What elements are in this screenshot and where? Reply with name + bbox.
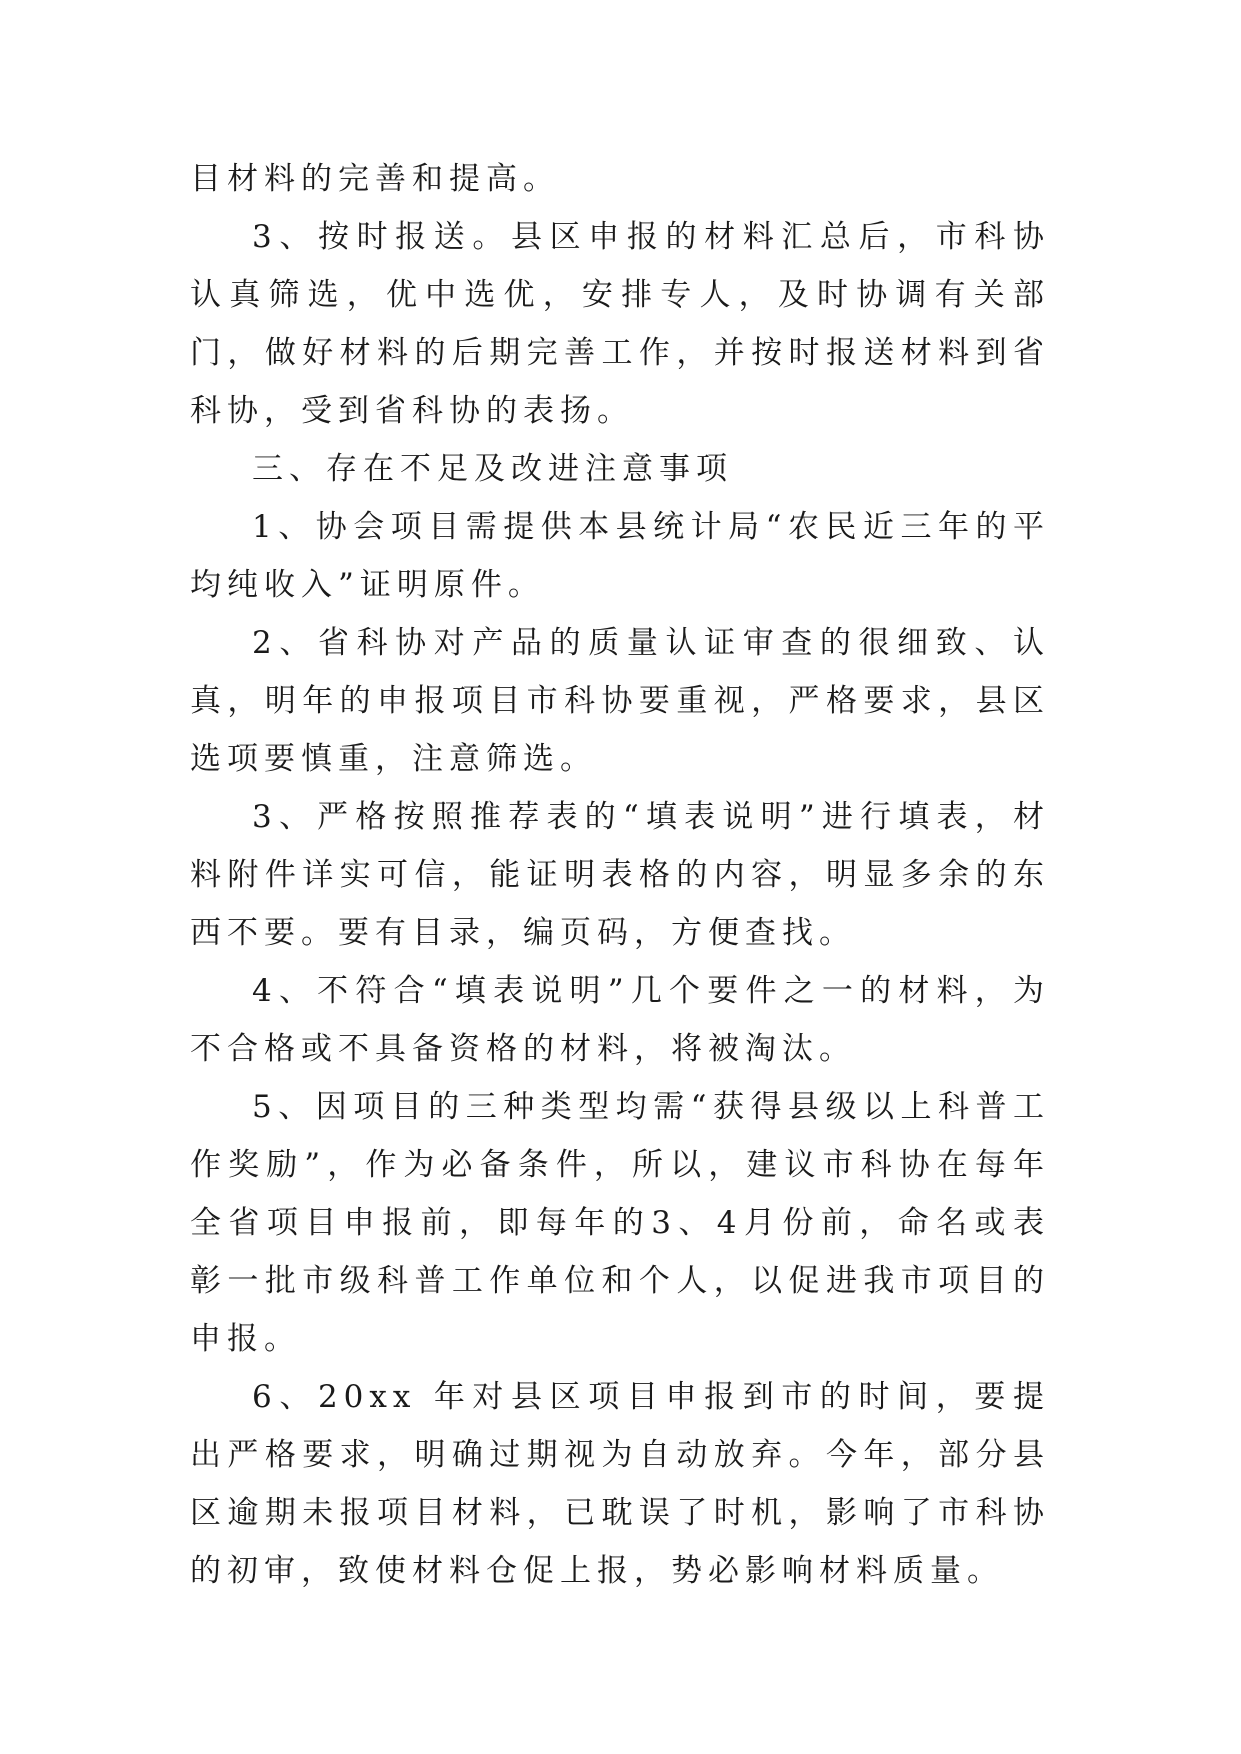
paragraph-item-3-timely-submission: 3、按时报送。县区申报的材料汇总后，市科协认真筛选，优中选优，安排专人，及时协调有关部门，做好材料的后期完善工作，并按时报送材料到省科协，受到省科协的表扬。 bbox=[190, 219, 1050, 429]
paragraph-issue-5: 5、因项目的三种类型均需“获得县级以上科普工作奖励”，作为必备条件，所以，建议市科协在每年全省项目申报前，即每年的3、4月份前，命名或表彰一批市级科普工作单位和个人，以促进我市项目的申报。 bbox=[190, 1089, 1050, 1357]
paragraph-issue-3: 3、严格按照推荐表的“填表说明”进行填表，材料附件详实可信，能证明表格的内容，明显多余的东西不要。要有目录，编页码，方便查找。 bbox=[190, 799, 1050, 951]
paragraph-issue-6: 6、20xx 年对县区项目申报到市的时间，要提出严格要求，明确过期视为自动放弃。今年，部分县区逾期未报项目材料，已耽误了时机，影响了市科协的初审，致使材料仓促上报，势必影响材料质量。 bbox=[190, 1379, 1050, 1589]
section-heading-shortcomings: 三、存在不足及改进注意事项 bbox=[252, 451, 733, 487]
paragraph-issue-4: 4、不符合“填表说明”几个要件之一的材料，为不合格或不具备资格的材料，将被淘汰。 bbox=[190, 973, 1050, 1067]
document-body bbox=[190, 150, 1050, 1600]
paragraph-issue-2: 2、省科协对产品的质量认证审查的很细致、认真，明年的申报项目市科协要重视，严格要求，县区选项要慎重，注意筛选。 bbox=[190, 625, 1050, 777]
paragraph-continuation: 目材料的完善和提高。 bbox=[190, 161, 560, 197]
paragraph-issue-1: 1、协会项目需提供本县统计局“农民近三年的平均纯收入”证明原件。 bbox=[190, 509, 1050, 603]
